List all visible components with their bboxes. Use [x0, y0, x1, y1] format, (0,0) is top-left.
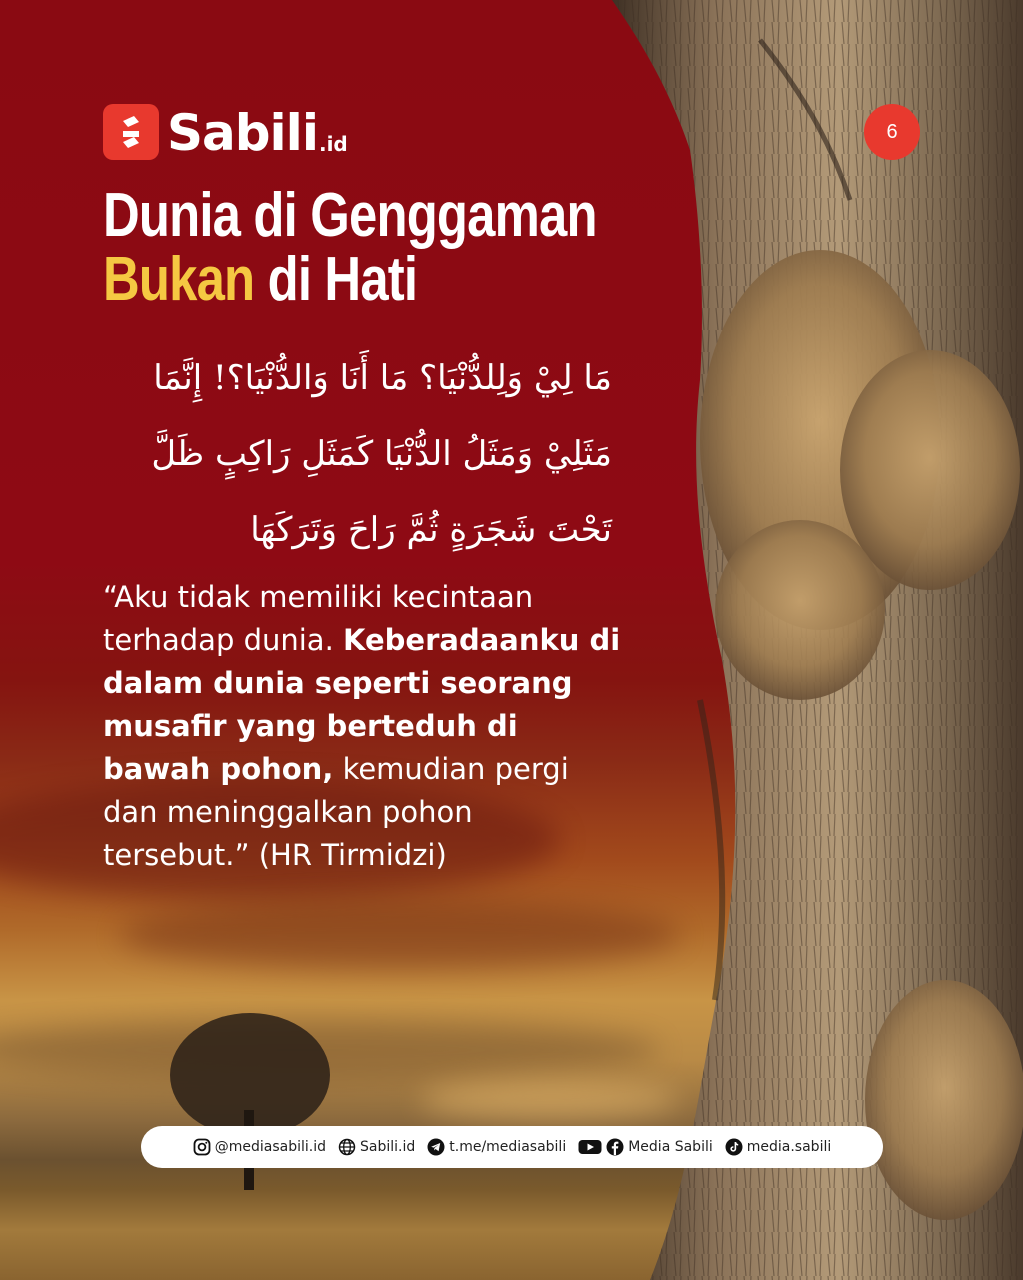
youtube-facebook-name: Media Sabili [628, 1139, 713, 1155]
instagram-handle: @mediasabili.id [214, 1139, 327, 1155]
globe-icon [338, 1138, 356, 1156]
page-title [103, 181, 597, 314]
quote-bold: Keberadaanku di dalam dunia seperti seorang musafir yang berteduh di bawah pohon, [103, 623, 621, 786]
lone-tree-silhouette [150, 1000, 350, 1200]
social-youtube-facebook[interactable] [578, 1138, 713, 1156]
trunk-knot [840, 350, 1020, 590]
trunk-knot [865, 980, 1023, 1220]
page-number-badge: 6 [864, 104, 920, 160]
sabili-logo [103, 104, 348, 160]
website-link: Sabili.id [360, 1139, 416, 1155]
social-footer-bar [141, 1126, 883, 1168]
telegram-link: t.me/mediasabili [449, 1139, 567, 1155]
brand-name: Sabili [167, 104, 318, 162]
social-website[interactable] [338, 1138, 415, 1156]
title-highlight: Bukan [103, 245, 255, 314]
facebook-icon [606, 1138, 624, 1156]
tiktok-icon [725, 1138, 743, 1156]
quote-rest: kemudian pergi dan meninggalkan pohon tersebut.” (HR Tirmidzi) [103, 752, 569, 872]
trunk-knot [715, 520, 885, 700]
logo-mark-icon [103, 104, 159, 160]
tiktok-handle: media.sabili [746, 1139, 832, 1155]
title-line-2-rest: di Hati [254, 245, 418, 314]
social-telegram[interactable] [427, 1138, 566, 1156]
brand-suffix: .id [318, 132, 348, 156]
social-tiktok[interactable] [725, 1138, 832, 1156]
instagram-icon [193, 1138, 211, 1156]
quote-intro: “Aku tidak memiliki kecintaan terhadap dunia. [103, 580, 534, 657]
arabic-hadith-text: مَا لِيْ وَلِلدُّنْيَا؟ مَا أَنَا وَالدُّنْيَا؟! إِنَّمَا مَثَلِيْ وَمَثَلُ الدُّنْيَا كَمَثَلِ رَاكِبٍ ظَلَّ تَحْتَ شَجَرَةٍ ثُمَّ رَاحَ وَتَرَكَهَا [151, 358, 612, 550]
telegram-icon [427, 1138, 445, 1156]
title-line-2 [103, 245, 597, 314]
youtube-icon [578, 1138, 602, 1156]
social-instagram[interactable] [193, 1138, 326, 1156]
translation-quote [103, 576, 623, 877]
title-line-1: Dunia di Genggaman [103, 181, 597, 250]
